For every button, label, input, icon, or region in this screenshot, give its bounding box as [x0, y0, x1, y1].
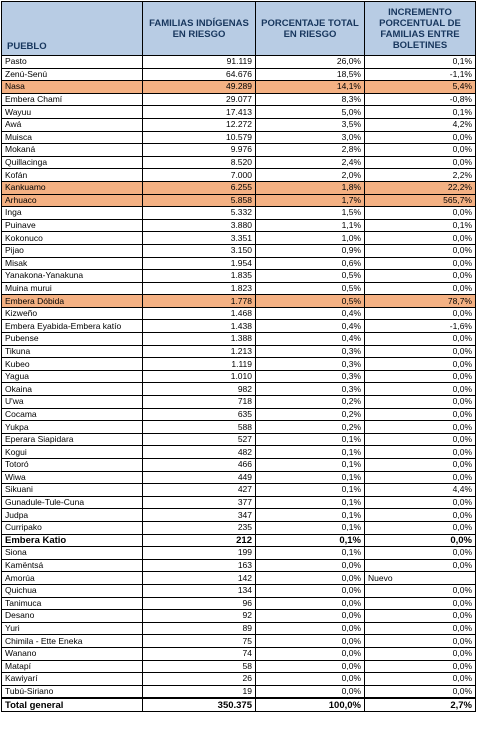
familias-cell: 377: [143, 496, 256, 509]
porcentaje-cell: 0,1%: [256, 433, 365, 446]
pueblo-cell: Wiwa: [2, 471, 143, 484]
table-row: [2, 647, 476, 660]
porcentaje-cell: 0,3%: [256, 383, 365, 396]
incremento-cell: 0,0%: [365, 509, 476, 522]
incremento-cell: 0,0%: [365, 207, 476, 220]
table-row: [2, 446, 476, 459]
pueblo-cell: Yuri: [2, 622, 143, 635]
incremento-cell: 22,2%: [365, 181, 476, 194]
familias-cell: 7.000: [143, 169, 256, 182]
incremento-cell: 0,0%: [365, 534, 476, 547]
table-row: [2, 496, 476, 509]
table-row: [2, 93, 476, 106]
familias-cell: 1.468: [143, 307, 256, 320]
incremento-cell: 0,0%: [365, 622, 476, 635]
porcentaje-cell: 0,4%: [256, 320, 365, 333]
incremento-cell: 0,0%: [365, 358, 476, 371]
pueblo-cell: Zenú-Senú: [2, 68, 143, 81]
pueblo-cell: Yukpa: [2, 421, 143, 434]
familias-cell: 235: [143, 521, 256, 534]
table-row: [2, 81, 476, 94]
porcentaje-cell: 2,0%: [256, 169, 365, 182]
porcentaje-cell: 0,2%: [256, 396, 365, 409]
pueblo-cell: Muina murui: [2, 282, 143, 295]
pueblo-cell: Tubú-Siriano: [2, 685, 143, 698]
porcentaje-cell: 0,0%: [256, 647, 365, 660]
porcentaje-cell: 0,0%: [256, 610, 365, 623]
familias-cell: 5.858: [143, 194, 256, 207]
table-row: [2, 282, 476, 295]
total-row: [2, 698, 476, 711]
familias-cell: 3.351: [143, 232, 256, 245]
familias-cell: 19: [143, 685, 256, 698]
familias-cell: 10.579: [143, 131, 256, 144]
familias-cell: 91.119: [143, 56, 256, 69]
porcentaje-cell: 0,0%: [256, 622, 365, 635]
pueblo-cell: Yagua: [2, 370, 143, 383]
pueblo-cell: Quillacinga: [2, 156, 143, 169]
table-row: [2, 106, 476, 119]
table-row: [2, 610, 476, 623]
familias-cell: 96: [143, 597, 256, 610]
pueblo-cell: Puinave: [2, 219, 143, 232]
porcentaje-cell: 0,6%: [256, 257, 365, 270]
familias-cell: 1.119: [143, 358, 256, 371]
incremento-cell: 0,0%: [365, 559, 476, 572]
pueblo-cell: Embera Katio: [2, 534, 143, 547]
pueblo-cell: Cocama: [2, 408, 143, 421]
pueblo-cell: Matapí: [2, 660, 143, 673]
incremento-cell: 565,7%: [365, 194, 476, 207]
incremento-cell: 0,0%: [365, 635, 476, 648]
incremento-cell: 0,0%: [365, 345, 476, 358]
porcentaje-cell: 0,0%: [256, 572, 365, 585]
pueblo-cell: Siona: [2, 547, 143, 560]
table-row: [2, 559, 476, 572]
familias-cell: 9.976: [143, 144, 256, 157]
porcentaje-cell: 8,3%: [256, 93, 365, 106]
familias-cell: 17.413: [143, 106, 256, 119]
porcentaje-cell: 3,0%: [256, 131, 365, 144]
table-row: [2, 244, 476, 257]
porcentaje-cell: 0,3%: [256, 358, 365, 371]
porcentaje-cell: 0,2%: [256, 408, 365, 421]
incremento-cell: 0,0%: [365, 307, 476, 320]
pueblo-cell: Wanano: [2, 647, 143, 660]
table-row: [2, 156, 476, 169]
table-row: [2, 685, 476, 698]
porcentaje-cell: 0,1%: [256, 471, 365, 484]
pueblo-cell: Embera Eyabida-Embera katío: [2, 320, 143, 333]
table-row: [2, 270, 476, 283]
familias-cell: 527: [143, 433, 256, 446]
incremento-cell: -1,1%: [365, 68, 476, 81]
incremento-cell: 0,0%: [365, 673, 476, 686]
porcentaje-cell: 3,5%: [256, 118, 365, 131]
pueblo-cell: Sikuani: [2, 484, 143, 497]
table-row: [2, 421, 476, 434]
porcentaje-cell: 1,0%: [256, 232, 365, 245]
table-row: [2, 584, 476, 597]
porcentaje-cell: 0,0%: [256, 597, 365, 610]
familias-cell: 163: [143, 559, 256, 572]
table-row: [2, 118, 476, 131]
pueblo-cell: Kogui: [2, 446, 143, 459]
pueblo-cell: Wayuu: [2, 106, 143, 119]
table-row: [2, 219, 476, 232]
table-row: [2, 358, 476, 371]
porcentaje-cell: 0,1%: [256, 446, 365, 459]
table-row: [2, 320, 476, 333]
table-row: [2, 333, 476, 346]
incremento-cell: 0,0%: [365, 408, 476, 421]
incremento-cell: 2,2%: [365, 169, 476, 182]
incremento-cell: -1,6%: [365, 320, 476, 333]
porcentaje-cell: 0,5%: [256, 270, 365, 283]
incremento-cell: 0,0%: [365, 396, 476, 409]
porcentaje-cell: 0,0%: [256, 635, 365, 648]
table-row: [2, 144, 476, 157]
familias-cell: 92: [143, 610, 256, 623]
pueblo-cell: Totoró: [2, 459, 143, 472]
incremento-cell: 78,7%: [365, 295, 476, 308]
familias-cell: 449: [143, 471, 256, 484]
incremento-cell: 0,0%: [365, 660, 476, 673]
pueblo-cell: Muisca: [2, 131, 143, 144]
familias-cell: 8.520: [143, 156, 256, 169]
incremento-cell: 0,0%: [365, 433, 476, 446]
porcentaje-cell: 26,0%: [256, 56, 365, 69]
familias-cell: 482: [143, 446, 256, 459]
porcentaje-cell: 0,0%: [256, 673, 365, 686]
porcentaje-cell: 0,0%: [256, 660, 365, 673]
table-row: [2, 56, 476, 69]
porcentaje-cell: 2,4%: [256, 156, 365, 169]
porcentaje-cell: 0,5%: [256, 282, 365, 295]
familias-cell: 1.388: [143, 333, 256, 346]
incremento-cell: 0,1%: [365, 106, 476, 119]
table-row: [2, 207, 476, 220]
familias-cell: 134: [143, 584, 256, 597]
familias-cell: 1.823: [143, 282, 256, 295]
table-row: [2, 257, 476, 270]
porcentaje-cell: 0,1%: [256, 509, 365, 522]
table-row: [2, 131, 476, 144]
incremento-cell: 0,0%: [365, 446, 476, 459]
familias-cell: 1.778: [143, 295, 256, 308]
porcentaje-cell: 1,8%: [256, 181, 365, 194]
familias-cell: 466: [143, 459, 256, 472]
porcentaje-cell: 0,3%: [256, 345, 365, 358]
porcentaje-cell: 5,0%: [256, 106, 365, 119]
pueblo-cell: Embera Chamí: [2, 93, 143, 106]
table-row: [2, 660, 476, 673]
table-row: [2, 521, 476, 534]
familias-cell: 199: [143, 547, 256, 560]
pueblo-cell: Arhuaco: [2, 194, 143, 207]
porcentaje-cell: 0,1%: [256, 496, 365, 509]
incremento-cell: 4,2%: [365, 118, 476, 131]
incremento-cell: 0,0%: [365, 383, 476, 396]
familias-cell: 718: [143, 396, 256, 409]
table-row: [2, 484, 476, 497]
incremento-cell: 0,0%: [365, 244, 476, 257]
familias-cell: 26: [143, 673, 256, 686]
familias-cell: 347: [143, 509, 256, 522]
incremento-cell: 0,0%: [365, 647, 476, 660]
table-row: [2, 232, 476, 245]
porcentaje-cell: 0,0%: [256, 685, 365, 698]
table-row: [2, 471, 476, 484]
familias-cell: 75: [143, 635, 256, 648]
pueblo-cell: Amorúa: [2, 572, 143, 585]
incremento-cell: 0,0%: [365, 370, 476, 383]
table-row: [2, 295, 476, 308]
incremento-cell: -0,8%: [365, 93, 476, 106]
table-row: [2, 181, 476, 194]
porcentaje-cell: 1,5%: [256, 207, 365, 220]
familias-cell: 142: [143, 572, 256, 585]
familias-cell: 74: [143, 647, 256, 660]
porcentaje-cell: 2,8%: [256, 144, 365, 157]
incremento-cell: 0,0%: [365, 496, 476, 509]
table-row: [2, 509, 476, 522]
familias-cell: 89: [143, 622, 256, 635]
familias-cell: 1.213: [143, 345, 256, 358]
incremento-cell: 0,0%: [365, 547, 476, 560]
incremento-cell: 0,0%: [365, 584, 476, 597]
pueblo-cell: Judpa: [2, 509, 143, 522]
incremento-cell: 0,0%: [365, 131, 476, 144]
porcentaje-cell: 18,5%: [256, 68, 365, 81]
familias-cell: 635: [143, 408, 256, 421]
table-row: [2, 396, 476, 409]
table-body: [2, 56, 476, 699]
incremento-cell: 0,0%: [365, 270, 476, 283]
total-label: Total general: [2, 698, 143, 711]
incremento-cell: 5,4%: [365, 81, 476, 94]
table-row: [2, 597, 476, 610]
familias-cell: 58: [143, 660, 256, 673]
table-row: [2, 547, 476, 560]
familias-cell: 588: [143, 421, 256, 434]
porcentaje-cell: 1,7%: [256, 194, 365, 207]
familias-cell: 1.438: [143, 320, 256, 333]
table-row: [2, 345, 476, 358]
familias-cell: 1.010: [143, 370, 256, 383]
incremento-cell: 4,4%: [365, 484, 476, 497]
pueblo-cell: Misak: [2, 257, 143, 270]
pueblo-cell: Yanakona-Yanakuna: [2, 270, 143, 283]
total-porcentaje: 100,0%: [256, 698, 365, 711]
table-row: [2, 459, 476, 472]
porcentaje-cell: 0,2%: [256, 421, 365, 434]
familias-cell: 1.954: [143, 257, 256, 270]
incremento-cell: 0,0%: [365, 610, 476, 623]
familias-cell: 212: [143, 534, 256, 547]
table-row: [2, 383, 476, 396]
table-row: [2, 408, 476, 421]
table-row: [2, 307, 476, 320]
pueblo-cell: Eperara Siapidara: [2, 433, 143, 446]
incremento-cell: 0,0%: [365, 597, 476, 610]
pueblo-cell: Kizweño: [2, 307, 143, 320]
table-row: [2, 622, 476, 635]
porcentaje-cell: 0,4%: [256, 333, 365, 346]
porcentaje-cell: 0,5%: [256, 295, 365, 308]
incremento-cell: 0,0%: [365, 282, 476, 295]
pueblo-cell: Tikuna: [2, 345, 143, 358]
porcentaje-cell: 0,1%: [256, 484, 365, 497]
table-row: [2, 433, 476, 446]
pueblo-cell: Tanimuca: [2, 597, 143, 610]
familias-cell: 3.880: [143, 219, 256, 232]
table-row: [2, 673, 476, 686]
pueblo-cell: Kofán: [2, 169, 143, 182]
pueblo-cell: Kamëntsá: [2, 559, 143, 572]
table-row: [2, 370, 476, 383]
pueblo-cell: Pasto: [2, 56, 143, 69]
header-pueblo: PUEBLO: [2, 2, 143, 56]
incremento-cell: Nuevo: [365, 572, 476, 585]
porcentaje-cell: 0,1%: [256, 534, 365, 547]
incremento-cell: 0,0%: [365, 421, 476, 434]
incremento-cell: 0,0%: [365, 232, 476, 245]
porcentaje-cell: 1,1%: [256, 219, 365, 232]
incremento-cell: 0,1%: [365, 219, 476, 232]
pueblo-cell: Kokonuco: [2, 232, 143, 245]
pueblo-cell: Chimila - Ette Eneka: [2, 635, 143, 648]
incremento-cell: 0,0%: [365, 459, 476, 472]
header-row: [2, 2, 476, 56]
pueblo-cell: Kawiyarí: [2, 673, 143, 686]
pueblo-cell: U'wa: [2, 396, 143, 409]
pueblo-cell: Mokaná: [2, 144, 143, 157]
table-row: [2, 68, 476, 81]
total-familias: 350.375: [143, 698, 256, 711]
porcentaje-cell: 0,1%: [256, 547, 365, 560]
table-row: [2, 534, 476, 547]
familias-cell: 1.835: [143, 270, 256, 283]
pueblo-cell: Desano: [2, 610, 143, 623]
pueblo-cell: Pubense: [2, 333, 143, 346]
familias-cell: 64.676: [143, 68, 256, 81]
pueblo-cell: Nasa: [2, 81, 143, 94]
porcentaje-cell: 14,1%: [256, 81, 365, 94]
porcentaje-cell: 0,1%: [256, 521, 365, 534]
pueblo-cell: Kankuamo: [2, 181, 143, 194]
porcentaje-cell: 0,0%: [256, 559, 365, 572]
incremento-cell: 0,0%: [365, 685, 476, 698]
porcentaje-cell: 0,1%: [256, 459, 365, 472]
pueblo-cell: Curripako: [2, 521, 143, 534]
pueblo-cell: Quichua: [2, 584, 143, 597]
header-incremento: INCREMENTO PORCENTUAL DE FAMILIAS ENTRE BOLETINES: [365, 2, 476, 56]
total-incremento: 2,7%: [365, 698, 476, 711]
header-familias: FAMILIAS INDÍGENAS EN RIESGO: [143, 2, 256, 56]
porcentaje-cell: 0,9%: [256, 244, 365, 257]
familias-cell: 427: [143, 484, 256, 497]
familias-cell: 49.289: [143, 81, 256, 94]
familias-cell: 12.272: [143, 118, 256, 131]
pueblo-cell: Gunadule-Tule-Cuna: [2, 496, 143, 509]
risk-table: [1, 1, 476, 712]
porcentaje-cell: 0,0%: [256, 584, 365, 597]
familias-cell: 29.077: [143, 93, 256, 106]
table-row: [2, 635, 476, 648]
familias-cell: 3.150: [143, 244, 256, 257]
incremento-cell: 0,0%: [365, 471, 476, 484]
pueblo-cell: Okaina: [2, 383, 143, 396]
header-porcentaje: PORCENTAJE TOTAL EN RIESGO: [256, 2, 365, 56]
incremento-cell: 0,1%: [365, 56, 476, 69]
incremento-cell: 0,0%: [365, 333, 476, 346]
table-row: [2, 572, 476, 585]
pueblo-cell: Inga: [2, 207, 143, 220]
incremento-cell: 0,0%: [365, 257, 476, 270]
porcentaje-cell: 0,4%: [256, 307, 365, 320]
incremento-cell: 0,0%: [365, 144, 476, 157]
pueblo-cell: Embera Dóbida: [2, 295, 143, 308]
pueblo-cell: Awá: [2, 118, 143, 131]
familias-cell: 982: [143, 383, 256, 396]
familias-cell: 6.255: [143, 181, 256, 194]
incremento-cell: 0,0%: [365, 521, 476, 534]
table-row: [2, 194, 476, 207]
incremento-cell: 0,0%: [365, 156, 476, 169]
pueblo-cell: Kubeo: [2, 358, 143, 371]
table-row: [2, 169, 476, 182]
familias-cell: 5.332: [143, 207, 256, 220]
pueblo-cell: Pijao: [2, 244, 143, 257]
porcentaje-cell: 0,3%: [256, 370, 365, 383]
